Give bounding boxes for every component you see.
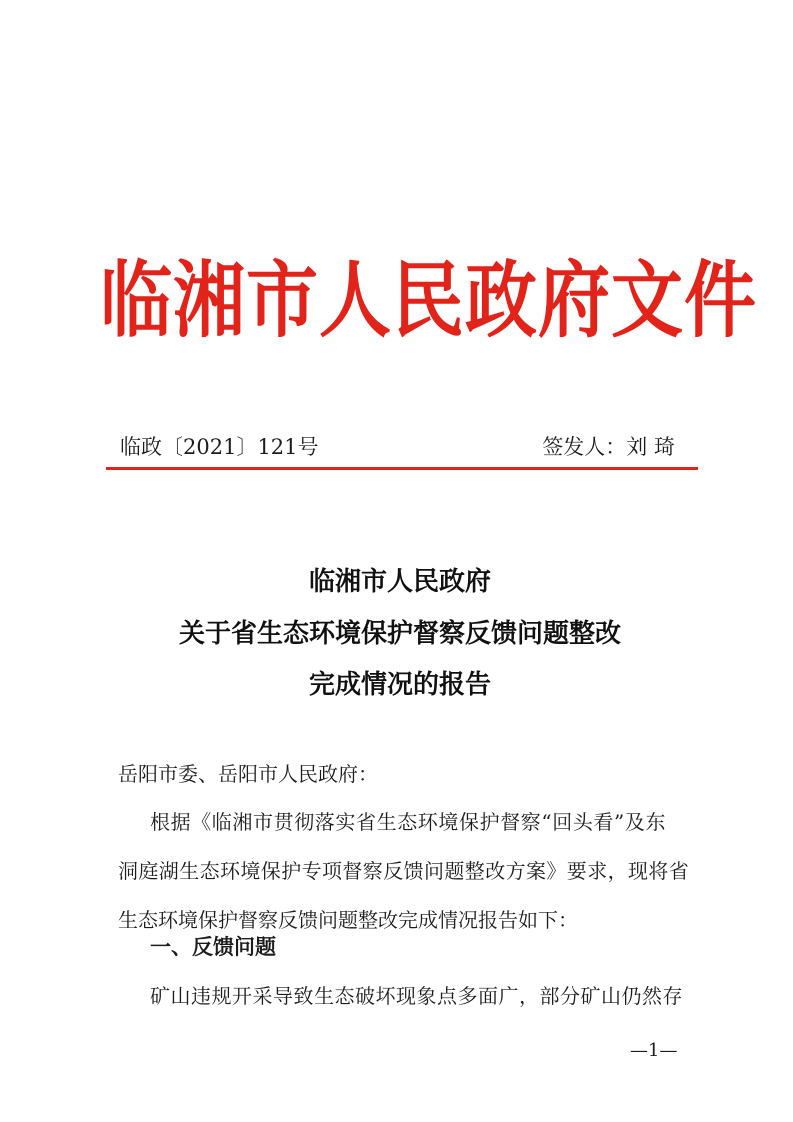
paragraph-2-line-1: 矿山违规开采导致生态破坏现象点多面广，部分矿山仍然存: [150, 984, 683, 1008]
page-number: —1—: [630, 1040, 678, 1061]
red-divider-line: [106, 467, 698, 470]
report-title-line-3: 完成情况的报告: [308, 670, 491, 700]
section-heading-1: 一、反馈问题: [150, 935, 276, 959]
paragraph-1-line-2: 洞庭湖生态环境保护专项督察反馈问题整改方案》要求，现将省: [118, 859, 690, 883]
report-title-line-2: 关于省生态环境保护督察反馈问题整改: [178, 619, 621, 649]
salutation: 岳阳市委、岳阳市人民政府：: [118, 762, 378, 786]
report-title-line-1: 临湘市人民政府: [308, 567, 491, 597]
issuer-signature: 签发人：刘 琦: [542, 435, 675, 459]
document-masthead: 临湘市人民政府文件: [100, 250, 758, 349]
paragraph-1-line-1: 根据《临湘市贯彻落实省生态环境保护督察“回头看”及东: [150, 810, 667, 834]
paragraph-1-line-3: 生态环境保护督察反馈问题整改完成情况报告如下：: [118, 908, 578, 932]
document-number: 临政〔2021〕121号: [120, 435, 319, 459]
